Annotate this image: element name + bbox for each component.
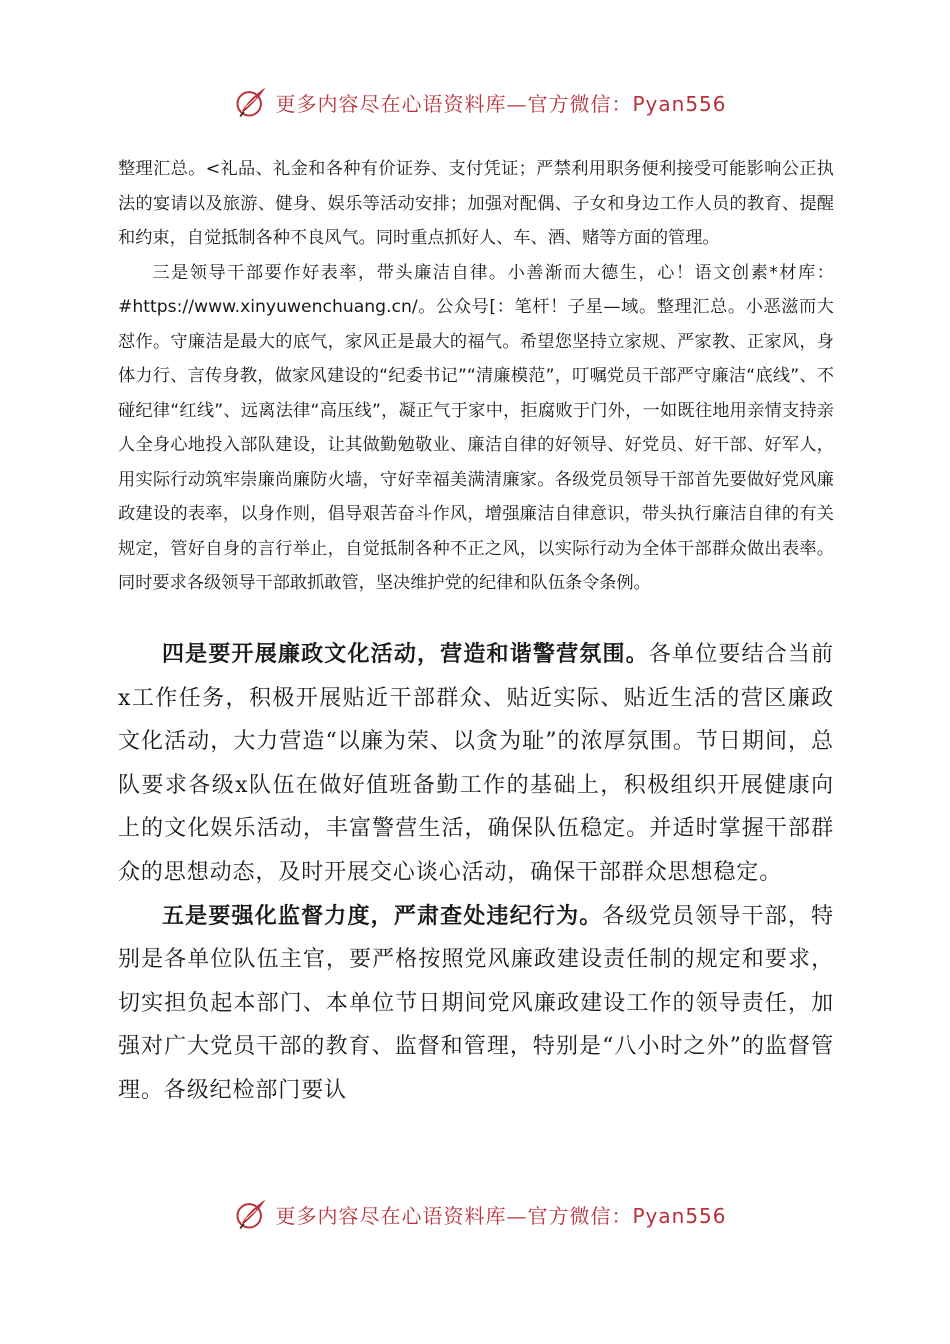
paragraph-3-text: 各单位要结合当前x工作任务，积极开展贴近干部群众、贴近实际、贴近生活的营区廉政文化活动，大力营造“以廉为荣、以贪为耻”的浓厚氛围。节日期间，总队要求各级x队伍在做好值班备勤工作的基础上，积极组织开展健康向上的文化娱乐活动，丰富警营生活，确保队伍稳定。并适时掌握干部群众的思想动态，及时开展交心谈心活动，确保干部群众思想稳定。: [118, 642, 835, 885]
footer-separator: —: [506, 1203, 528, 1228]
paragraph-4-text: 各级党员领导干部，特别是各单位队伍主官，要严格按照党风廉政建设责任制的规定和要求，切实担负起本部门、本单位节日期间党风廉政建设工作的领导责任，加强对广大党员干部的教育、监督和管理，特别是“八小时之外”的监督管理。各级纪检部门要认: [118, 903, 834, 1103]
footer-banner: [0, 1192, 950, 1236]
header-separator: —: [506, 91, 528, 116]
paragraph-3: [118, 633, 834, 895]
quill-logo-icon: [233, 84, 269, 120]
paragraph-4-heading: 五是要强化监督力度，严肃查处违纪行为。: [162, 902, 603, 929]
footer-slogan: 更多内容尽在心语资料库: [275, 1203, 507, 1228]
header-wechat-id: Pyan556: [632, 91, 727, 116]
paragraph-4: [118, 895, 834, 1113]
footer-wechat-id: Pyan556: [632, 1203, 727, 1228]
paragraph-1: 整理汇总。<礼品、礼金和各种有价证券、支付凭证；严禁利用职务便利接受可能影响公正执法的宴请以及旅游、健身、娱乐等活动安排；加强对配偶、子女和身边工作人员的教育、提醒和约束，自觉抵制各种不良风气。同时重点抓好人、车、酒、赌等方面的管理。: [118, 159, 834, 248]
footer-wechat-label: 官方微信：: [527, 1203, 633, 1228]
document-section-large: [118, 633, 834, 1113]
footer-banner-inner: [233, 1196, 726, 1232]
header-banner-inner: [233, 84, 726, 120]
header-banner-text: [275, 88, 726, 117]
paragraph-2: 三是领导干部要作好表率，带头廉洁自律。小善渐而大德生，心！语文创素*材库：#https://www.xinyuwenchuang.cn/。公众号[：笔杆！子星—域。整理汇总。小恶滋而大怼作。守廉洁是最大的底气，家风正是最大的福气。希望您坚持立家规、严家教、正家风，身体力行、言传身教，做家风建设的“纪委书记”“清廉模范”，叮嘱党员干部严守廉洁“底线”、不碰纪律“红线”、远离法律“高压线”，凝正气于家中，拒腐败于门外，一如既往地用亲情支持亲人全身心地投入部队建设，让其做勤勉敬业、廉洁自律的好领导、好党员、好干部、好军人，用实际行动筑牢崇廉尚廉防火墙，守好幸福美满清廉家。各级党员领导干部首先要做好党风廉政建设的表率，以身作则，倡导艰苦奋斗作风，增强廉洁自律意识，带头执行廉洁自律的有关规定，管好自身的言行举止，自觉抵制各种不正之风，以实际行动为全体干部群众做出表率。同时要求各级领导干部敢抓敢管，坚决维护党的纪律和队伍条令条例。: [118, 262, 834, 593]
footer-banner-text: [275, 1200, 726, 1229]
paragraph-3-heading: 四是要开展廉政文化活动，营造和谐警营氛围。: [162, 641, 649, 667]
header-slogan: 更多内容尽在心语资料库: [275, 91, 507, 116]
quill-logo-icon: [233, 1196, 269, 1232]
header-wechat-label: 官方微信：: [527, 91, 633, 116]
header-banner: [0, 80, 950, 124]
document-section-small: [118, 152, 834, 601]
